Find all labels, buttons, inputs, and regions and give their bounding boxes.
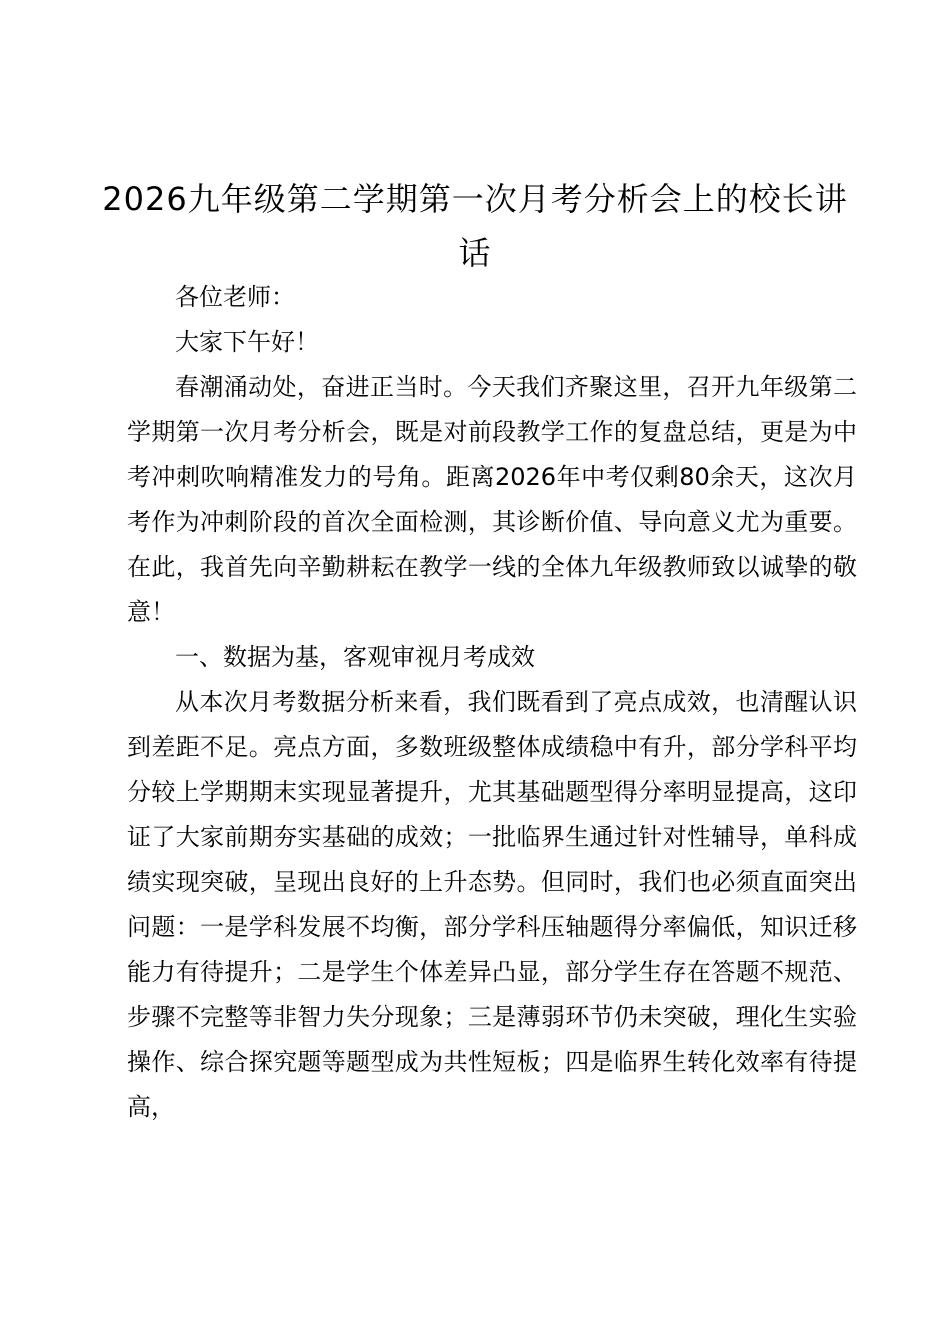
document-body bbox=[127, 275, 857, 1130]
section-1-paragraph: 从本次月考数据分析来看，我们既看到了亮点成效，也清醒认识到差距不足。亮点方面，多数班级整体成绩稳中有升，部分学科平均分较上学期期末实现显著提升，尤其基础题型得分率明显提高，这印证了大家前期夯实基础的成效；一批临界生通过针对性辅导，单科成绩实现突破，呈现出良好的上升态势。但同时，我们也必须直面突出问题：一是学科发展不均衡，部分学科压轴题得分率偏低，知识迁移能力有待提升；二是学生个体差异凸显，部分学生存在答题不规范、步骤不完整等非智力失分现象；三是薄弱环节仍未突破，理化生实验操作、综合探究题等题型成为共性短板；四是临界生转化效率有待提高， bbox=[127, 688, 857, 1121]
salutation: 各位老师： bbox=[175, 283, 295, 311]
intro-paragraph: 春潮涌动处，奋进正当时。今天我们齐聚这里，召开九年级第二学期第一次月考分析会，既是对前段教学工作的复盘总结，更是为中考冲刺吹响精准发力的号角。距离2026年中考仅剩80余天，这次月考作为冲刺阶段的首次全面检测，其诊断价值、导向意义尤为重要。在此，我首先向辛勤耕耘在教学一线的全体九年级教师致以诚挚的敬意！ bbox=[127, 373, 857, 626]
greeting: 大家下午好！ bbox=[175, 328, 319, 356]
section-heading-1: 一、数据为基，客观审视月考成效 bbox=[175, 643, 535, 671]
document-title: 2026九年级第二学期第一次月考分析会上的校长讲话 bbox=[102, 180, 848, 272]
